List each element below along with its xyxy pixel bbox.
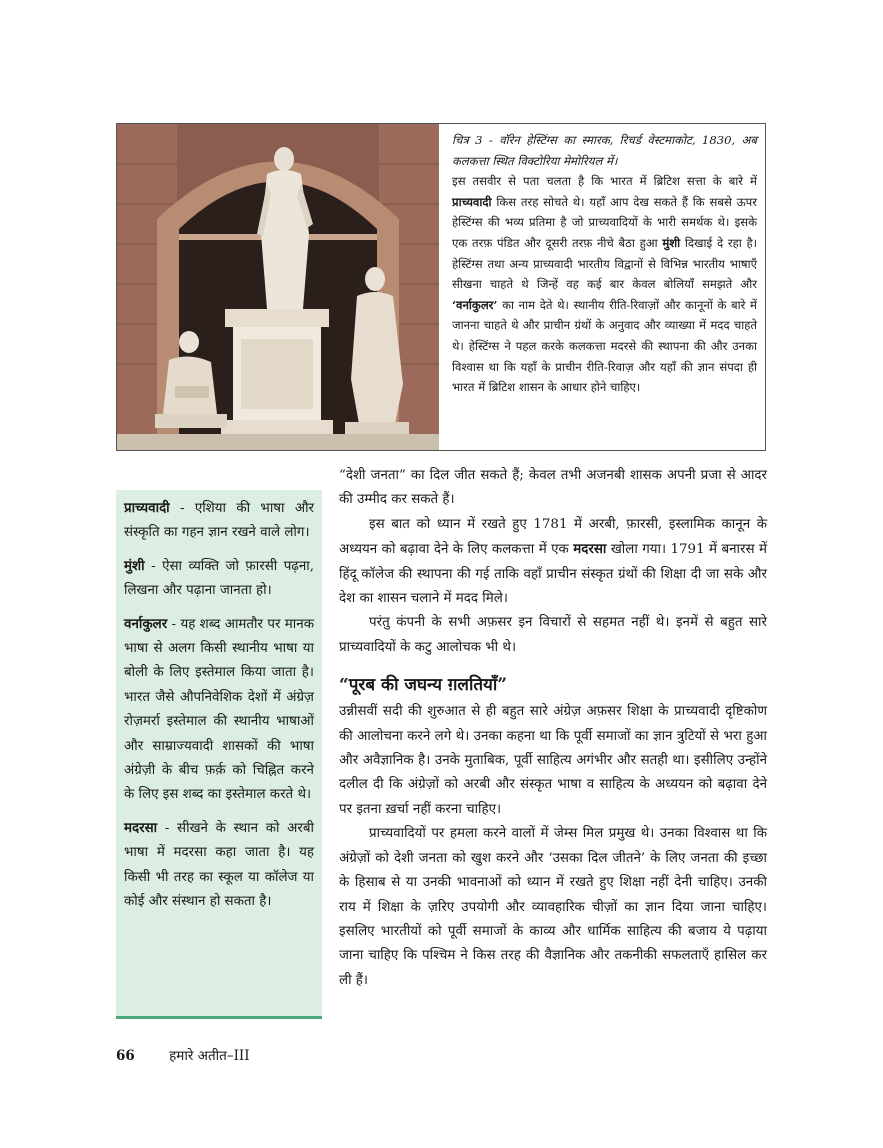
paragraph: प्राच्यवादियों पर हमला करने वालों में जेम्स मिल प्रमुख थे। उनका विश्वास था कि अंग्रेज़ों को देशी जनता को खुश करने और ‘उसका दिल जीतने’ के लिए जनता की इच्छा के हिसाब से या उनकी भावनाओं को ध्यान में रखते हुए शिक्षा नहीं देनी चाहिए। उनकी राय में शिक्षा के ज़रिए उपयोगी और व्यावहारिक चीज़ों का ज्ञान दिया जाना चाहिए। इसलिए भारतीयों को पूर्वी समाजों के काव्य और धार्मिक साहित्य की बजाय ये पढ़ाया जाना चाहिए कि पश्चिम ने किस तरह की वैज्ञानिक और तकनीकी सफलताएँ हासिल कर ली हैं। (339, 826, 767, 988)
paragraph-text: खोला गया। 1791 में बनारस में हिंदू कॉलेज की स्थापना की गई ताकि वहाँ प्राचीन संस्कृत ग्रंथों की शिक्षा दी जा सके और देश का शासन चलाने में मदद मिले। (339, 542, 767, 607)
section-heading: “पूरब की जघन्य ग़लतियाँ” (339, 675, 508, 696)
caption-text: दिखाई दे रहा है। हेस्टिंग्स तथा अन्य प्राच्यवादी भारतीय विद्वानों से विभिन्न भारतीय भाषाएँ सीखना चाहते थे जिन्हें वह कई बार केवल बोलियाँ समझते और (452, 235, 758, 292)
figure-caption (452, 130, 757, 398)
caption-term: ‘वर्नाकुलर’ (452, 297, 498, 312)
paragraph-text: इस बात को ध्यान में रखते हुए 1781 में अरबी, फ़ारसी, इस्लामिक कानून के अध्ययन को बढ़ावा देने के लिए कलकत्ता में एक (339, 516, 767, 558)
glossary-entry (124, 496, 314, 546)
book-title: हमारे अतीत–III (169, 1048, 250, 1064)
glossary-def: - ऐसा व्यक्ति जो फ़ारसी पढ़ना, लिखना और पढ़ाना जानता हो। (124, 558, 314, 599)
glossary-def: - एशिया की भाषा और संस्कृति का गहन ज्ञान रखने वाले लोग। (124, 501, 314, 541)
glossary-entry (124, 816, 314, 915)
glossary-def: - सीखने के स्थान को अरबी भाषा में मदरसा कहा जाता है। यह किसी भी तरह का स्कूल या कॉलेज या कोई और संस्थान हो सकता है। (124, 820, 314, 910)
paragraph: “देशी जनता” का दिल जीत सकते हैं; केवल तभी अजनबी शासक अपनी प्रजा से आदर की उम्मीद कर सकते हैं। (339, 468, 767, 508)
page-footer (116, 1046, 250, 1064)
caption-term: मुंशी (662, 235, 681, 250)
glossary-term: प्राच्यवादी (124, 500, 170, 516)
caption-text: का नाम देते थे। स्थानीय रीति-रिवाज़ों और कानूनों के बारे में जानना चाहते थे और प्राचीन ग्रंथों के अनुवाद और व्याख्या में मदद चाहते थे। हेस्टिंग्स ने पहल करके कलकत्ता मदरसे की स्थापना की और उनका विश्वास था कि यहाँ के प्राचीन रीति-रिवाज़ और यहाँ की ज्ञान संपदा ही भारत में ब्रिटिश शासन के आधार होने चाहिए। (452, 297, 757, 395)
page-number: 66 (116, 1048, 135, 1064)
glossary-term: मदरसा (124, 819, 158, 836)
figure-box (116, 123, 766, 451)
glossary-term: वर्नाकुलर (124, 615, 168, 632)
glossary-def: - यह शब्द आमतौर पर मानक भाषा से अलग किसी स्थानीय भाषा या बोली के लिए इस्तेमाल किया जाता है। भारत जैसे औपनिवेशिक देशों में अंग्रेज़ रोज़मर्रा इस्तेमाल की स्थानीय भाषाओं और साम्राज्यवादी शासकों की भाषा अंग्रेज़ी के बीच फ़र्क़ को चिह्नित करने के लिए इस शब्द का इस्तेमाल करते थे। (124, 616, 314, 803)
main-text (339, 464, 767, 993)
paragraph: उन्नीसवीं सदी की शुरुआत से ही बहुत सारे अंग्रेज़ अफ़सर शिक्षा के प्राच्यवादी दृष्टिकोण की आलोचना करने लगे थे। उनका कहना था कि पूर्वी समाजों का ज्ञान त्रुटियों से भरा हुआ और अवैज्ञानिक है। उनके मुताबिक, पूर्वी साहित्य अगंभीर और सतही था। इसीलिए उन्होंने दलील दी कि अंग्रेज़ों को अरबी और संस्कृत भाषा व साहित्य के अध्ययन को बढ़ावा देने पर इतना ख़र्चा नहीं करना चाहिए। (339, 704, 767, 817)
paragraph: परंतु कंपनी के सभी अफ़सर इन विचारों से सहमत नहीं थे। इनमें से बहुत सारे प्राच्यवादियों के कटु आलोचक भी थे। (339, 615, 767, 655)
glossary-entry (124, 554, 314, 604)
caption-text: किस तरह सोचते थे। यहाँ आप देख सकते हैं कि सबसे ऊपर हेस्टिंग्स की भव्य प्रतिमा है जो प्राच्यवादियों के भारी समर्थक थे। इसके एक तरफ़ पंडित और दूसरी तरफ़ नीचे बैठा हुआ (452, 194, 757, 250)
caption-text: इस तसवीर से पता चलता है कि भारत में ब्रिटिश सत्ता के बारे में (452, 174, 757, 189)
glossary-entry (124, 612, 314, 808)
paragraph (339, 513, 767, 612)
bold-term: मदरसा (573, 541, 607, 558)
caption-title: चित्र 3 - वॉरेन हेस्टिंग्स का स्मारक, रिचर्ड वेस्टमाकोट, 1830, अब कलकत्ता स्थित विक्टोरिया मेमोरियल में। (452, 133, 757, 168)
caption-term: प्राच्यवादी (452, 194, 492, 209)
glossary-sidebar (116, 490, 322, 1019)
hastings-memorial-photo (117, 124, 439, 450)
glossary-term: मुंशी (124, 557, 145, 574)
